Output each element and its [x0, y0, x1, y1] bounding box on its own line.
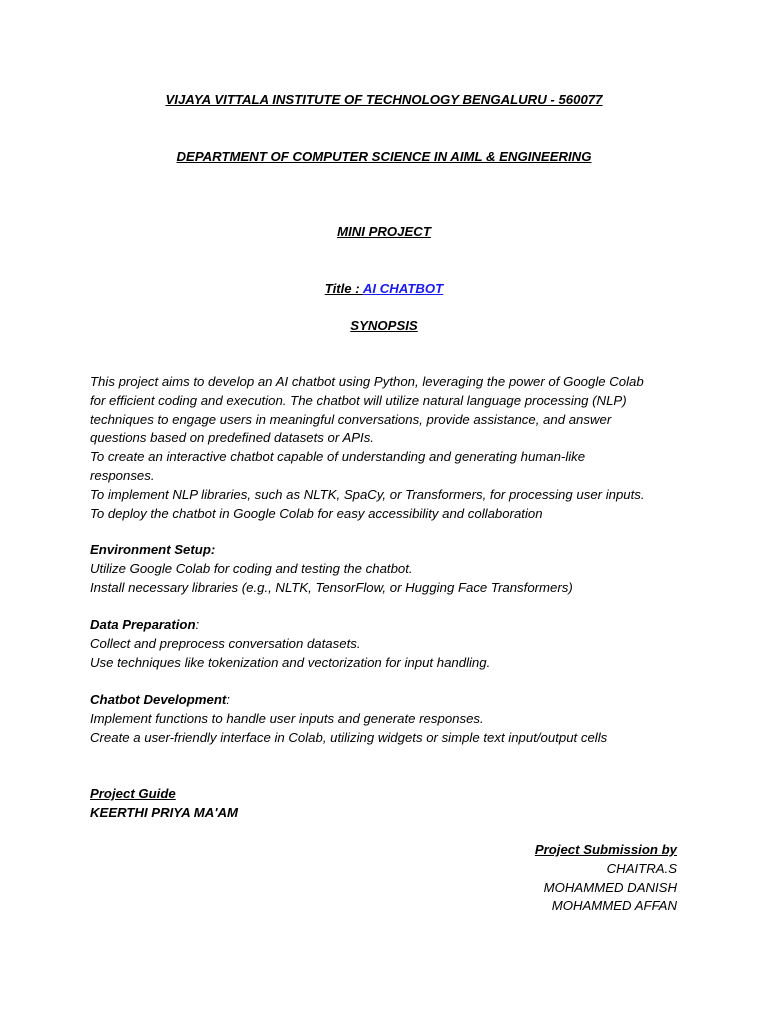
intro-paragraph	[90, 373, 690, 523]
section-environment-setup	[90, 541, 690, 597]
section-data-preparation	[90, 616, 690, 672]
project-guide-label: Project Guide	[90, 786, 176, 801]
intro-line: responses.	[90, 467, 155, 483]
intro-line: questions based on predefined datasets or APIs.	[90, 430, 374, 446]
section-heading: Environment Setup:	[90, 542, 216, 557]
intro-line: To implement NLP libraries, such as NLTK, SpaCy, or Transformers, for processing user inputs.	[90, 486, 645, 502]
section-line: Install necessary libraries (e.g., NLTK, TensorFlow, or Hugging Face Transformers)	[90, 579, 573, 595]
section-heading: Data Preparation:	[90, 617, 200, 632]
title-line	[0, 280, 768, 299]
member-name: CHAITRA.S	[606, 860, 677, 876]
project-guide-name: KEERTHI PRIYA MA'AM	[90, 804, 238, 820]
project-type-heading: MINI PROJECT	[337, 224, 431, 239]
section-line: Create a user-friendly interface in Colab, utilizing widgets or simple text input/output cells	[90, 729, 608, 745]
intro-line: To deploy the chatbot in Google Colab for easy accessibility and collaboration	[90, 505, 543, 521]
member-name: MOHAMMED DANISH	[543, 879, 677, 895]
department-heading: DEPARTMENT OF COMPUTER SCIENCE IN AIML & ENGINEERING	[176, 149, 592, 164]
section-line: Use techniques like tokenization and vectorization for input handling.	[90, 654, 491, 670]
title-label: Title :	[324, 281, 363, 296]
submission-block	[535, 841, 677, 916]
section-line: Collect and preprocess conversation datasets.	[90, 635, 361, 651]
title-value: AI CHATBOT	[362, 281, 444, 296]
intro-line: To create an interactive chatbot capable of understanding and generating human-like	[90, 449, 586, 465]
section-line: Implement functions to handle user inputs and generate responses.	[90, 710, 484, 726]
synopsis-heading: SYNOPSIS	[350, 318, 418, 333]
intro-line: techniques to engage users in meaningful conversations, provide assistance, and answer	[90, 411, 612, 427]
submission-label: Project Submission by	[534, 842, 677, 857]
intro-line: This project aims to develop an AI chatbot using Python, leveraging the power of Google Colab	[90, 374, 644, 389]
member-name: MOHAMMED AFFAN	[551, 898, 677, 914]
section-heading: Chatbot Development:	[90, 692, 230, 707]
section-line: Utilize Google Colab for coding and testing the chatbot.	[90, 560, 413, 576]
intro-line: for efficient coding and execution. The chatbot will utilize natural language processing (NLP)	[90, 392, 627, 408]
section-chatbot-development	[90, 691, 690, 747]
project-guide-block	[90, 785, 690, 823]
institute-heading: VIJAYA VITTALA INSTITUTE OF TECHNOLOGY BENGALURU - 560077	[165, 92, 603, 107]
